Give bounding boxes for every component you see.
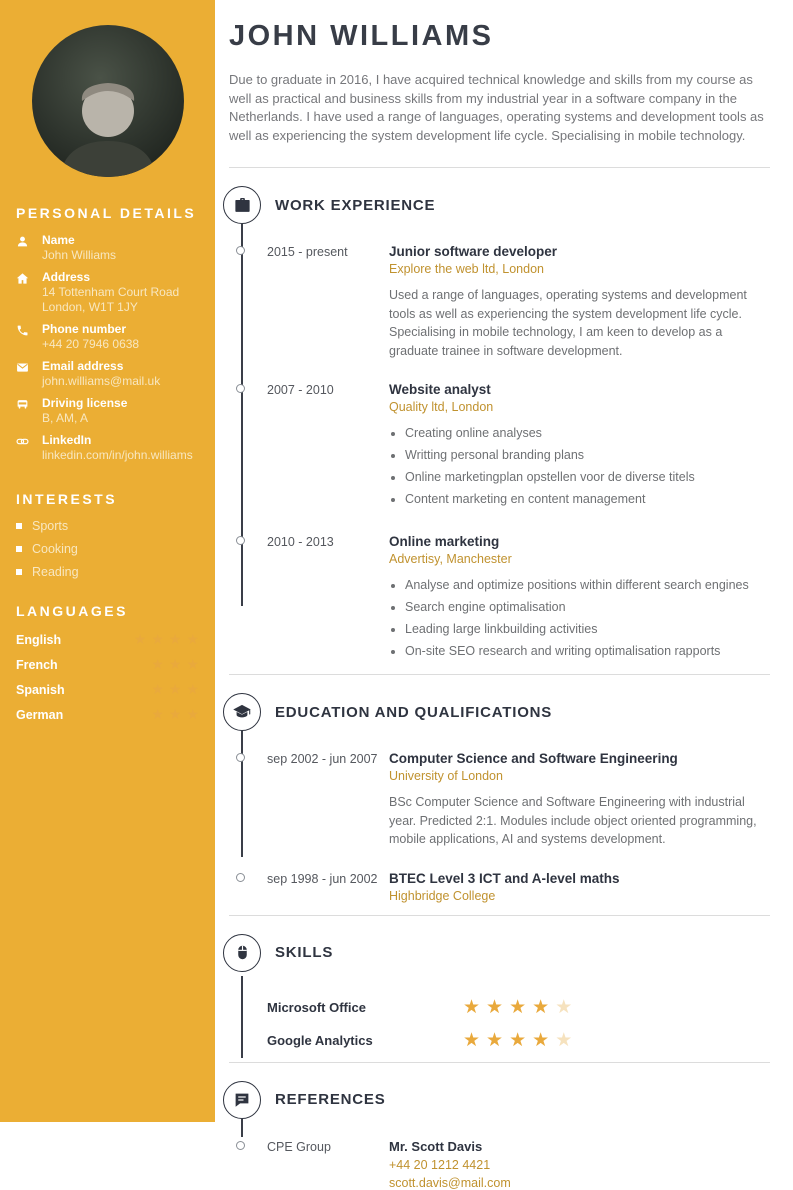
work-experience-header: WORK EXPERIENCE	[223, 186, 770, 224]
star-icon: ★	[151, 681, 164, 697]
section-divider	[229, 915, 770, 916]
square-bullet-icon	[16, 569, 22, 575]
reference-phone: +44 20 1212 4421	[389, 1157, 491, 1172]
star-icon: ★	[186, 706, 199, 722]
timeline-dot	[236, 873, 245, 882]
profile-photo	[32, 25, 184, 177]
bullet-item: • Analyse and optimize positions within different search engines	[405, 576, 770, 594]
briefcase-icon	[223, 186, 261, 224]
language-star-rating	[146, 656, 199, 674]
education-entry: sep 1998 - jun 2002 BTEC Level 3 ICT and A-level maths Highbridge College	[223, 871, 770, 903]
star-icon: ★	[133, 631, 147, 647]
timeline-dot	[236, 536, 245, 545]
skill-row: Google Analytics ★ ★ ★ ★ ★	[223, 1029, 770, 1052]
square-bullet-icon	[16, 523, 22, 529]
skills-header: SKILLS	[223, 934, 770, 972]
section-divider	[229, 1062, 770, 1063]
star-icon: ★	[486, 996, 504, 1018]
star-icon: ★	[555, 996, 573, 1018]
education-timeline	[223, 745, 770, 903]
language-row: English ★ ★ ★ ★	[16, 631, 199, 647]
profile-summary: Due to graduate in 2016, I have acquired technical knowledge and skills from my course as well as practical and business skills from my industrial year in a software company in the Netherlands. I have used a range of languages, operating systems and development tools as well as experiencing the system development life cycle. Specialising in mobile technology.	[229, 72, 764, 143]
languages-heading: LANGUAGES	[16, 603, 128, 619]
work-entry: 2015 - present Junior software developer Explore the web ltd, London Used a range of languages, operating systems and development tools as well as experiencing the system development life cycle. Specialising in mobile technology, I am keen to develop as a graduate trainee in software development.	[223, 244, 770, 360]
graduation-cap-icon	[223, 693, 261, 731]
reference-name: Mr. Scott Davis	[389, 1138, 483, 1154]
detail-phone: Phone number +44 20 7946 0638	[16, 322, 199, 352]
envelope-icon	[16, 359, 42, 389]
education-entry: sep 2002 - jun 2007 Computer Science and Software Engineering University of London BSc Computer Science and Software Engineering with industrial year. Predicted 2:1. Modules include object oriented programming, mobile applications, AI and systems development.	[223, 751, 770, 849]
personal-details-heading: PERSONAL DETAILS	[16, 205, 197, 221]
interest-item: Reading	[16, 565, 199, 579]
work-bullet-list	[389, 424, 770, 508]
home-icon	[16, 270, 42, 315]
work-timeline	[223, 238, 770, 664]
star-icon: ★	[486, 1029, 504, 1051]
timeline-dot	[236, 1141, 245, 1150]
star-icon: ★	[151, 631, 164, 647]
star-icon: ★	[168, 631, 182, 647]
star-icon: ★	[532, 1029, 550, 1051]
phone-icon	[16, 322, 42, 352]
section-divider	[229, 674, 770, 675]
square-bullet-icon	[16, 546, 22, 552]
star-icon: ★	[186, 656, 199, 672]
language-star-rating	[129, 631, 199, 649]
car-icon	[16, 396, 42, 426]
language-star-rating	[146, 681, 199, 699]
page-title: JOHN WILLIAMS	[229, 20, 494, 52]
interests-heading: INTERESTS	[16, 491, 118, 507]
language-row: German ★ ★ ★	[16, 706, 199, 722]
main-content	[215, 0, 793, 1190]
detail-email: Email address john.williams@mail.uk	[16, 359, 199, 389]
detail-driving-license: Driving license B, AM, A	[16, 396, 199, 426]
timeline-line	[241, 976, 243, 1058]
education-header: EDUCATION AND QUALIFICATIONS	[223, 693, 770, 731]
star-icon: ★	[463, 1029, 481, 1051]
reference-email[interactable]: scott.davis@mail.com	[389, 1175, 511, 1190]
skill-row: Microsoft Office ★ ★ ★ ★ ★	[223, 996, 770, 1019]
skill-star-rating	[437, 1029, 770, 1052]
bullet-item: • Online marketingplan opstellen voor de diverse titels	[405, 468, 770, 486]
star-icon: ★	[186, 681, 199, 697]
timeline-dot	[236, 753, 245, 762]
star-icon: ★	[168, 681, 182, 697]
star-icon: ★	[555, 1029, 573, 1051]
reference-entry: CPE Group Mr. Scott Davis +44 20 1212 4421 scott.davis@mail.com	[223, 1139, 770, 1190]
star-icon: ★	[151, 656, 164, 672]
detail-address: Address 14 Tottenham Court Road London, W1T 1JY	[16, 270, 199, 315]
interest-item: Sports	[16, 519, 199, 533]
speech-bubble-icon	[223, 1081, 261, 1119]
language-row: Spanish ★ ★ ★	[16, 681, 199, 697]
star-icon: ★	[168, 656, 182, 672]
bullet-item: • Creating online analyses	[405, 424, 770, 442]
section-divider	[229, 167, 770, 168]
star-icon: ★	[186, 631, 199, 647]
star-icon: ★	[168, 706, 182, 722]
timeline-dot	[236, 384, 245, 393]
skill-star-rating	[437, 996, 770, 1019]
bullet-item: • Leading large linkbuilding activities	[405, 620, 770, 638]
timeline-dot	[236, 246, 245, 255]
star-icon: ★	[509, 1029, 527, 1051]
star-icon: ★	[509, 996, 527, 1018]
work-entry: 2007 - 2010 Website analyst Quality ltd, London • Creating online analyses • Writting personal branding plans • Online marketingplan opstellen voor de diverse titels • Content marketing en content management	[223, 382, 770, 512]
sidebar	[0, 0, 215, 1122]
references-header: REFERENCES	[223, 1081, 770, 1119]
person-icon	[16, 233, 42, 263]
language-star-rating	[146, 706, 199, 724]
bullet-item: • Content marketing en content management	[405, 490, 770, 508]
language-row: French ★ ★ ★	[16, 656, 199, 672]
bullet-item: • On-site SEO research and writing optimalisation rapports	[405, 642, 770, 660]
interest-item: Cooking	[16, 542, 199, 556]
star-icon: ★	[532, 996, 550, 1018]
person-silhouette-icon	[48, 73, 168, 177]
link-icon	[16, 433, 42, 463]
bullet-item: • Search engine optimalisation	[405, 598, 770, 616]
star-icon: ★	[463, 996, 481, 1018]
references-timeline	[223, 1133, 770, 1190]
work-entry: 2010 - 2013 Online marketing Advertisy, Manchester • Analyse and optimize positions within different search engines • Search engine optimalisation • Leading large linkbuilding activities • On-site SEO research and writing optimalisation rapports	[223, 534, 770, 664]
mouse-icon	[223, 934, 261, 972]
detail-name: Name John Williams	[16, 233, 199, 263]
bullet-item: • Writting personal branding plans	[405, 446, 770, 464]
star-icon: ★	[151, 706, 164, 722]
timeline-line	[241, 1119, 243, 1137]
work-bullet-list	[389, 576, 770, 660]
detail-linkedin: LinkedIn linkedin.com/in/john.williams	[16, 433, 199, 463]
skills-list	[223, 986, 770, 1052]
